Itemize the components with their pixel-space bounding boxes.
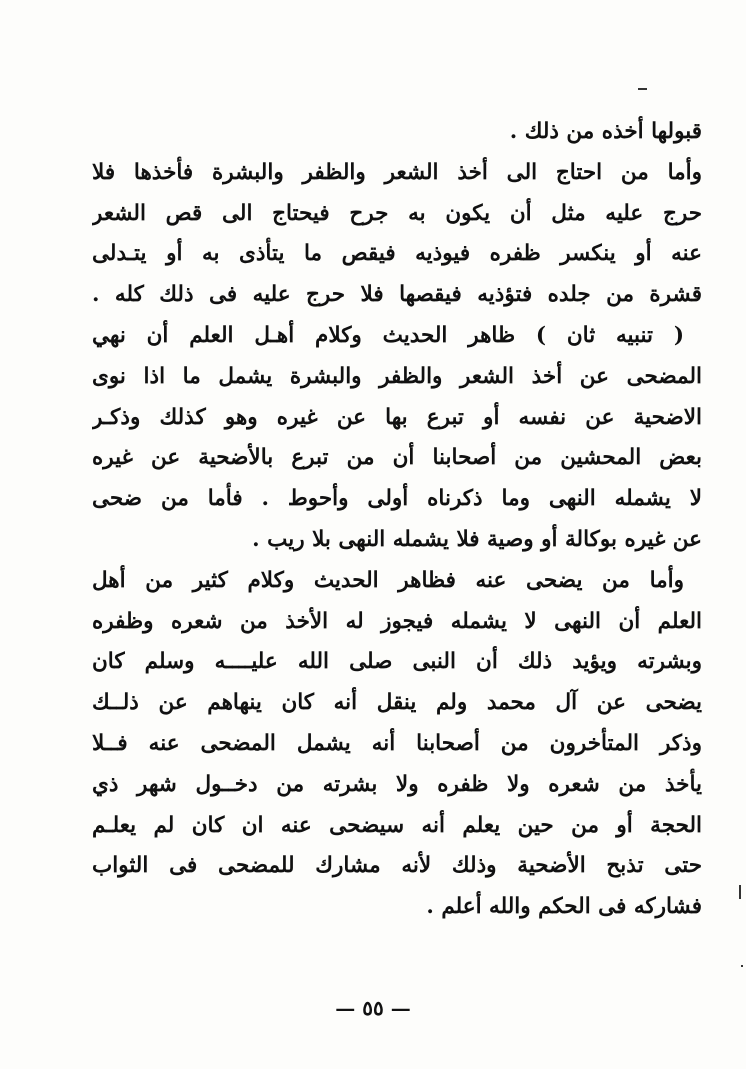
text-line: قبولها أخذه من ذلك . (509, 119, 702, 144)
text-line: المضحى عن أخذ الشعر والظفر والبشرة يشمل ما اذا نوى (92, 363, 702, 389)
text-line: حرج عليه مثل أن يكون به جرح فيحتاج الى قص الشعر (92, 200, 702, 226)
page-number: — ٥٥ — (335, 996, 411, 1020)
scan-mark (741, 965, 743, 967)
text-line: عنه أو ينكسر ظفره فيوذيه فيقص ما يتأذى به أو يتـدلى (92, 241, 702, 267)
text-line: العلم أن النهى لا يشمله فيجوز له الأخذ من شعره وظفره (92, 608, 702, 634)
text-line: يأخذ من شعره ولا ظفره ولا بشرته من دخــول شهر ذي (92, 771, 702, 797)
text-line: يضحى عن آل محمد ولم ينقل أنه كان ينهاهم عن ذلــك (92, 690, 702, 716)
text-line: حتى تذبح الأضحية وذلك لأنه مشارك للمضحى فى الثواب (92, 853, 702, 879)
text-line: لا يشمله النهى وما ذكرناه أولى وأحوط . فأما من ضحى (92, 486, 702, 512)
text-line: فشاركه فى الحكم والله أعلم . (426, 894, 702, 920)
text-line: الحجة أو من حين يعلم أنه سيضحى عنه ان كان لم يعلـم (92, 812, 702, 838)
text-line: بعض المحشين من أصحابنا أن من تبرع بالأضحية عن غيره (92, 445, 702, 471)
text-line: وذكر المتأخرون من أصحابنا أنه يشمل المضحى عنه فــلا (92, 730, 702, 756)
scan-mark (638, 88, 647, 90)
body-text (92, 112, 702, 928)
scan-mark (739, 885, 741, 899)
text-line: وأما من يضحى عنه فظاهر الحديث وكلام كثير من أهل (92, 567, 684, 593)
text-line: وأما من احتاج الى أخذ الشعر والظفر والبشرة فأخذها فلا (92, 159, 702, 185)
text-line: ( تنبيه ثان ) ظاهر الحديث وكلام أهـل العلم أن نهي (92, 322, 684, 348)
text-line: وبشرته ويؤيد ذلك أن النبى صلى الله عليــــه وسلم كان (92, 649, 702, 675)
text-line: عن غيره بوكالة أو وصية فلا يشمله النهى بلا ريب . (252, 526, 702, 552)
text-line: قشرة من جلده فتؤذيه فيقصها فلا حرج عليه فى ذلك كله . (92, 282, 702, 308)
text-line: الاضحية عن نفسه أو تبرع بها عن غيره وهو كذلك وذكـر (92, 404, 702, 430)
